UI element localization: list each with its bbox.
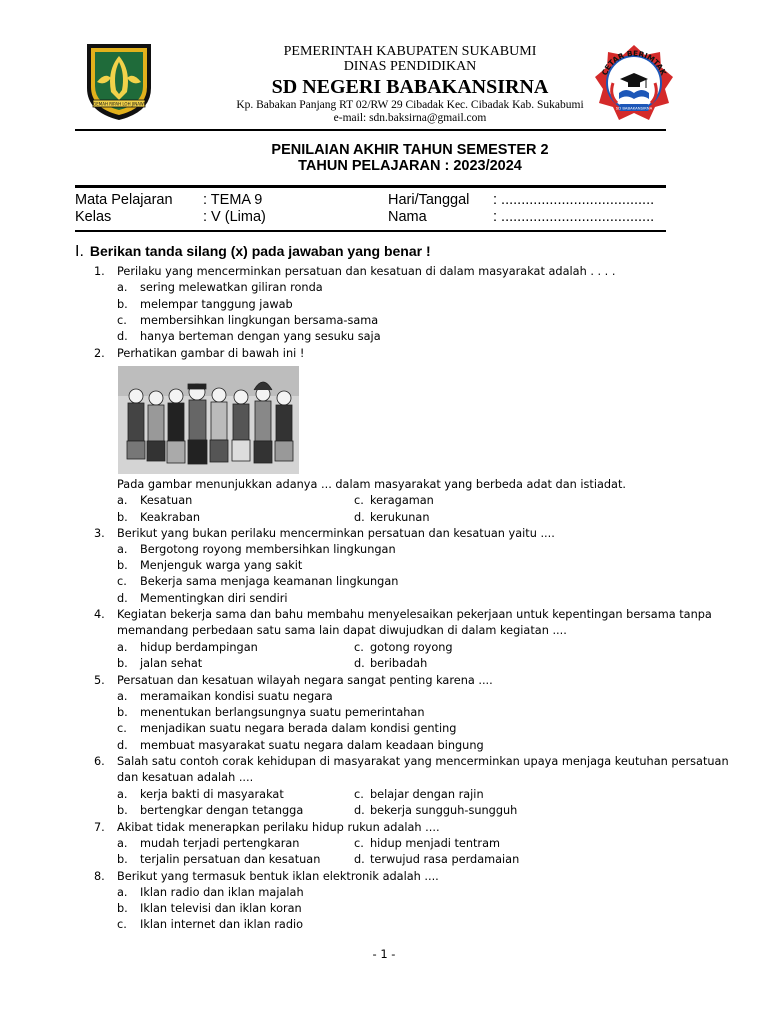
emblem-motto: CETAR BERIMTAK — [599, 48, 669, 77]
identity-row — [75, 209, 666, 226]
option-letter[interactable]: a. — [117, 690, 128, 703]
question-text: memandang perbedaan satu sama lain dapat diwujudkan di dalam kegiatan .... — [117, 624, 567, 637]
option-letter[interactable]: a. — [117, 494, 128, 507]
option-text[interactable]: jalan sehat — [140, 657, 203, 670]
question-number: 5. — [94, 674, 105, 687]
option-letter[interactable]: d. — [117, 330, 128, 343]
kabupaten-crest-logo — [85, 42, 153, 122]
question-text: Kegiatan bekerja sama dan bahu membahu menyelesaikan pekerjaan untuk kepentingan bersama tanpa — [117, 608, 712, 621]
option-text[interactable]: belajar dengan rajin — [370, 788, 484, 801]
identity-top-rule — [75, 185, 666, 188]
option-letter[interactable]: c. — [117, 722, 127, 735]
question-text: Akibat tidak menerapkan perilaku hidup rukun adalah .... — [117, 821, 440, 834]
option-text[interactable]: membuat masyarakat suatu negara dalam keadaan bingung — [140, 739, 484, 752]
letterhead — [220, 44, 600, 125]
class-value: : V (Lima) — [203, 209, 266, 225]
question-number: 2. — [94, 347, 105, 360]
option-text[interactable]: keragaman — [370, 494, 434, 507]
name-field[interactable]: : ...................................... — [493, 209, 655, 225]
option-text[interactable]: Bekerja sama menjaga keamanan lingkungan — [140, 575, 399, 588]
question-text: Persatuan dan kesatuan wilayah negara sangat penting karena .... — [117, 674, 493, 687]
option-text[interactable]: meramaikan kondisi suatu negara — [140, 690, 333, 703]
option-text[interactable]: kerukunan — [370, 511, 430, 524]
option-text[interactable]: hidup berdampingan — [140, 641, 258, 654]
crest-motto: GEMAH RIPAH LOH JINAWI — [93, 101, 145, 107]
option-letter[interactable]: b. — [117, 298, 128, 311]
option-letter[interactable]: d. — [117, 592, 128, 605]
option-text[interactable]: hidup menjadi tentram — [370, 837, 501, 850]
option-text[interactable]: menjadikan suatu negara berada dalam kondisi genting — [140, 722, 457, 735]
question-number: 4. — [94, 608, 105, 621]
option-letter[interactable]: a. — [117, 788, 128, 801]
option-letter[interactable]: c. — [354, 788, 364, 801]
section-heading — [75, 243, 431, 261]
page-number: - 1 - — [372, 947, 396, 961]
option-text[interactable]: beribadah — [370, 657, 428, 670]
question-number: 1. — [94, 265, 105, 278]
option-text[interactable]: terwujud rasa perdamaian — [370, 853, 520, 866]
question-text: Berikut yang bukan perilaku mencerminkan persatuan dan kesatuan yaitu .... — [117, 527, 555, 540]
option-letter[interactable]: d. — [354, 804, 365, 817]
school-email: e-mail: sdn.baksirna@gmail.com — [333, 112, 487, 124]
exam-title-line2: TAHUN PELAJARAN : 2023/2024 — [298, 158, 522, 174]
header-divider — [75, 129, 666, 131]
option-text[interactable]: Keakraban — [140, 511, 201, 524]
cultural-diversity-illustration — [118, 366, 299, 474]
government-line: PEMERINTAH KABUPATEN SUKABUMI — [283, 44, 537, 59]
option-letter[interactable]: b. — [117, 853, 128, 866]
subject-label: Mata Pelajaran — [75, 192, 173, 208]
exam-title-line1: PENILAIAN AKHIR TAHUN SEMESTER 2 — [271, 142, 549, 158]
identity-row — [75, 192, 666, 209]
option-letter[interactable]: a. — [117, 543, 128, 556]
option-text[interactable]: Bergotong royong membersihkan lingkungan — [140, 543, 396, 556]
student-identity-block — [75, 192, 666, 226]
option-letter[interactable]: b. — [117, 706, 128, 719]
option-letter[interactable]: b. — [117, 902, 128, 915]
option-text[interactable]: melempar tanggung jawab — [140, 298, 293, 311]
school-address: Kp. Babakan Panjang RT 02/RW 29 Cibadak Kec. Cibadak Kab. Sukabumi — [236, 99, 584, 111]
question-text: dan kesatuan adalah .... — [117, 771, 254, 784]
option-text[interactable]: mudah terjadi pertengkaran — [140, 837, 300, 850]
option-letter[interactable]: a. — [117, 281, 128, 294]
option-text[interactable]: Mementingkan diri sendiri — [140, 592, 288, 605]
section-instruction: Berikan tanda silang (x) pada jawaban yang benar ! — [89, 243, 431, 259]
option-letter[interactable]: c. — [354, 837, 364, 850]
option-text[interactable]: bertengkar dengan tetangga — [140, 804, 304, 817]
identity-bottom-rule — [75, 230, 666, 232]
question-text: Pada gambar menunjukkan adanya ... dalam masyarakat yang berbeda adat dan istiadat. — [117, 478, 627, 491]
question-text: Perilaku yang mencerminkan persatuan dan kesatuan di dalam masyarakat adalah . . . . — [117, 265, 616, 278]
option-letter[interactable]: a. — [117, 641, 128, 654]
option-letter[interactable]: b. — [117, 804, 128, 817]
subject-value: : TEMA 9 — [203, 192, 263, 208]
option-letter[interactable]: c. — [354, 641, 364, 654]
agency-line: DINAS PENDIDIKAN — [343, 59, 477, 74]
question-number: 3. — [94, 527, 105, 540]
option-letter[interactable]: c. — [117, 575, 127, 588]
question-number: 6. — [94, 755, 105, 768]
option-letter[interactable]: d. — [354, 657, 365, 670]
option-text[interactable]: kerja bakti di masyarakat — [140, 788, 284, 801]
option-letter[interactable]: d. — [354, 511, 365, 524]
option-text[interactable]: Iklan radio dan iklan majalah — [140, 886, 304, 899]
option-text[interactable]: membersihkan lingkungan bersama-sama — [140, 314, 379, 327]
option-text[interactable]: Menjenguk warga yang sakit — [140, 559, 303, 572]
option-text[interactable]: Iklan internet dan iklan radio — [140, 918, 304, 931]
school-emblem-logo — [593, 43, 675, 123]
option-letter[interactable]: b. — [117, 559, 128, 572]
school-name: SD NEGERI BABAKANSIRNA — [271, 76, 549, 98]
option-letter[interactable]: c. — [117, 918, 127, 931]
day-field[interactable]: : ...................................... — [493, 192, 655, 208]
question-number: 8. — [94, 870, 105, 883]
option-text[interactable]: bekerja sungguh-sungguh — [370, 804, 518, 817]
class-label: Kelas — [75, 209, 112, 225]
emblem-subtext: SD BABAKANSIRNA — [615, 105, 653, 111]
section-number: I. — [75, 243, 84, 260]
question-text: Perhatikan gambar di bawah ini ! — [117, 347, 305, 360]
option-text[interactable]: gotong royong — [370, 641, 453, 654]
option-letter[interactable]: d. — [117, 739, 128, 752]
question-text: Berikut yang termasuk bentuk iklan elektronik adalah .... — [117, 870, 439, 883]
option-text[interactable]: hanya berteman dengan yang sesuku saja — [140, 330, 381, 343]
exam-title — [200, 142, 620, 174]
option-letter[interactable]: d. — [354, 853, 365, 866]
option-text[interactable]: Iklan televisi dan iklan koran — [140, 902, 302, 915]
question-text: Salah satu contoh corak kehidupan di masyarakat yang mencerminkan upaya menjaga keutuhan persatuan — [117, 755, 729, 768]
option-letter[interactable]: a. — [117, 837, 128, 850]
option-letter[interactable]: b. — [117, 657, 128, 670]
option-letter[interactable]: c. — [354, 494, 364, 507]
option-letter[interactable]: a. — [117, 886, 128, 899]
option-letter[interactable]: c. — [117, 314, 127, 327]
day-label: Hari/Tanggal — [388, 192, 470, 208]
option-text[interactable]: Kesatuan — [140, 494, 193, 507]
option-text[interactable]: menentukan berlangsungnya suatu pemerintahan — [140, 706, 425, 719]
name-label: Nama — [388, 209, 427, 225]
option-text[interactable]: terjalin persatuan dan kesatuan — [140, 853, 321, 866]
question-number: 7. — [94, 821, 105, 834]
option-text[interactable]: sering melewatkan giliran ronda — [140, 281, 323, 294]
option-letter[interactable]: b. — [117, 511, 128, 524]
